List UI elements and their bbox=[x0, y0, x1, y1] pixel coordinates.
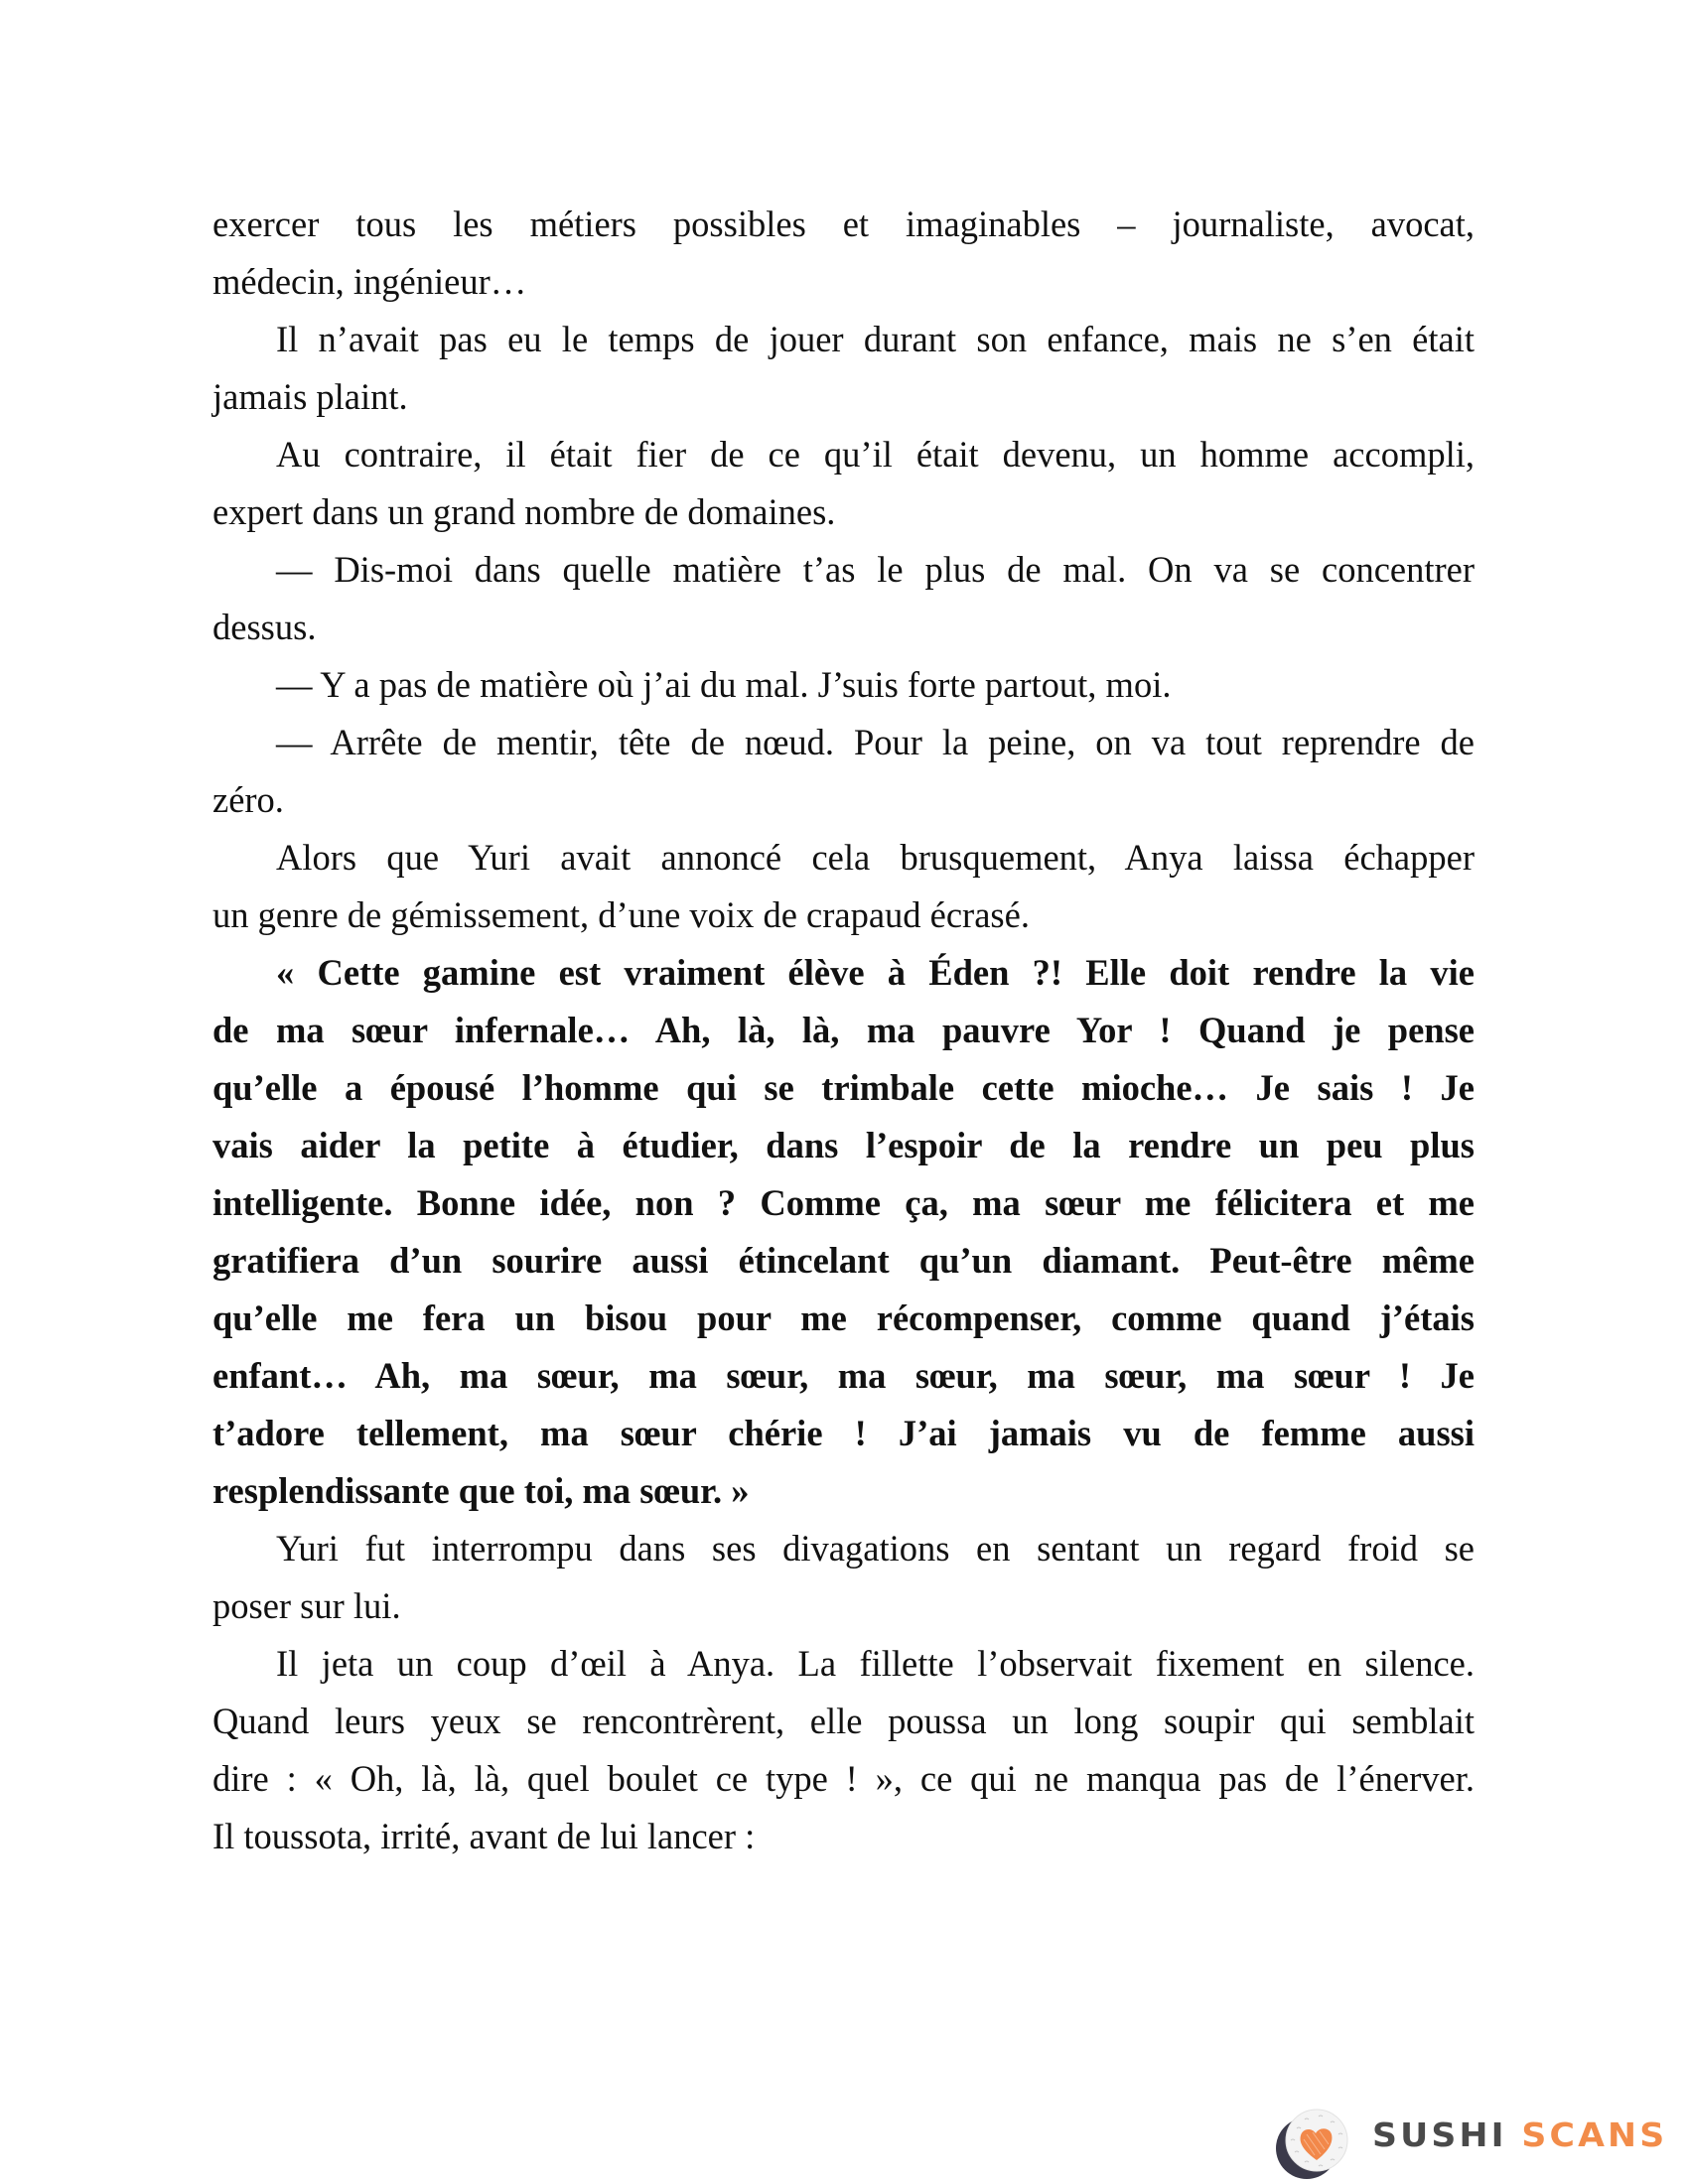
bold-text-line: resplendissante que toi, ma sœur. » bbox=[212, 1470, 750, 1511]
sushi-scans-watermark bbox=[1273, 2105, 1688, 2182]
watermark-wordmark bbox=[1372, 2118, 1667, 2152]
text-line: exercer tous les métiers possibles et imaginables – journaliste, avocat, bbox=[212, 204, 1475, 244]
bold-text-line: gratifiera d’un sourire aussi étincelant qu’un diamant. Peut-être même bbox=[212, 1240, 1475, 1281]
text-line: dessus. bbox=[212, 607, 317, 647]
watermark-word-sushi: SUSHI bbox=[1372, 2116, 1507, 2154]
bold-text-line: de ma sœur infernale… Ah, là, là, ma pauvre Yor ! Quand je pense bbox=[212, 1010, 1475, 1050]
text-line: médecin, ingénieur… bbox=[212, 261, 527, 302]
text-line: Au contraire, il était fier de ce qu’il était devenu, un homme accompli, bbox=[276, 434, 1475, 475]
text-line: expert dans un grand nombre de domaines. bbox=[212, 491, 836, 532]
text-line: Il n’avait pas eu le temps de jouer durant son enfance, mais ne s’en était bbox=[276, 319, 1475, 359]
bold-text-line: vais aider la petite à étudier, dans l’espoir de la rendre un peu plus bbox=[212, 1125, 1475, 1165]
bold-text-line: « Cette gamine est vraiment élève à Éden ?! Elle doit rendre la vie bbox=[276, 952, 1475, 993]
bold-text-line: qu’elle me fera un bisou pour me récompenser, comme quand j’étais bbox=[212, 1297, 1475, 1338]
body-text bbox=[212, 196, 1475, 1865]
text-line: — Y a pas de matière où j’ai du mal. J’suis forte partout, moi. bbox=[276, 664, 1172, 705]
text-line: dire : « Oh, là, là, quel boulet ce type ! », ce qui ne manqua pas de l’énerver. bbox=[212, 1758, 1475, 1799]
text-line: — Arrête de mentir, tête de nœud. Pour la peine, on va tout reprendre de bbox=[276, 722, 1475, 762]
bold-text-line: intelligente. Bonne idée, non ? Comme ça, ma sœur me félicitera et me bbox=[212, 1182, 1475, 1223]
text-line: Yuri fut interrompu dans ses divagations en sentant un regard froid se bbox=[276, 1528, 1475, 1569]
text-line: poser sur lui. bbox=[212, 1585, 401, 1626]
text-line: — Dis-moi dans quelle matière t’as le plus de mal. On va se concentrer bbox=[276, 549, 1475, 590]
sushi-roll-heart-icon bbox=[1273, 2105, 1350, 2182]
text-line: Il toussota, irrité, avant de lui lancer : bbox=[212, 1816, 756, 1856]
watermark-word-scans: SCANS bbox=[1521, 2116, 1668, 2154]
bold-text-line: t’adore tellement, ma sœur chérie ! J’ai jamais vu de femme aussi bbox=[212, 1413, 1475, 1453]
text-line: jamais plaint. bbox=[212, 376, 408, 417]
text-line: zéro. bbox=[212, 779, 284, 820]
text-line: Il jeta un coup d’œil à Anya. La fillette l’observait fixement en silence. bbox=[276, 1643, 1475, 1684]
text-line: Alors que Yuri avait annoncé cela brusquement, Anya laissa échapper bbox=[276, 837, 1475, 878]
bold-text-line: enfant… Ah, ma sœur, ma sœur, ma sœur, ma sœur, ma sœur ! Je bbox=[212, 1355, 1475, 1396]
text-line: un genre de gémissement, d’une voix de crapaud écrasé. bbox=[212, 894, 1030, 935]
bold-text-line: qu’elle a épousé l’homme qui se trimbale cette mioche… Je sais ! Je bbox=[212, 1067, 1475, 1108]
text-line: Quand leurs yeux se rencontrèrent, elle poussa un long soupir qui semblait bbox=[212, 1701, 1475, 1741]
